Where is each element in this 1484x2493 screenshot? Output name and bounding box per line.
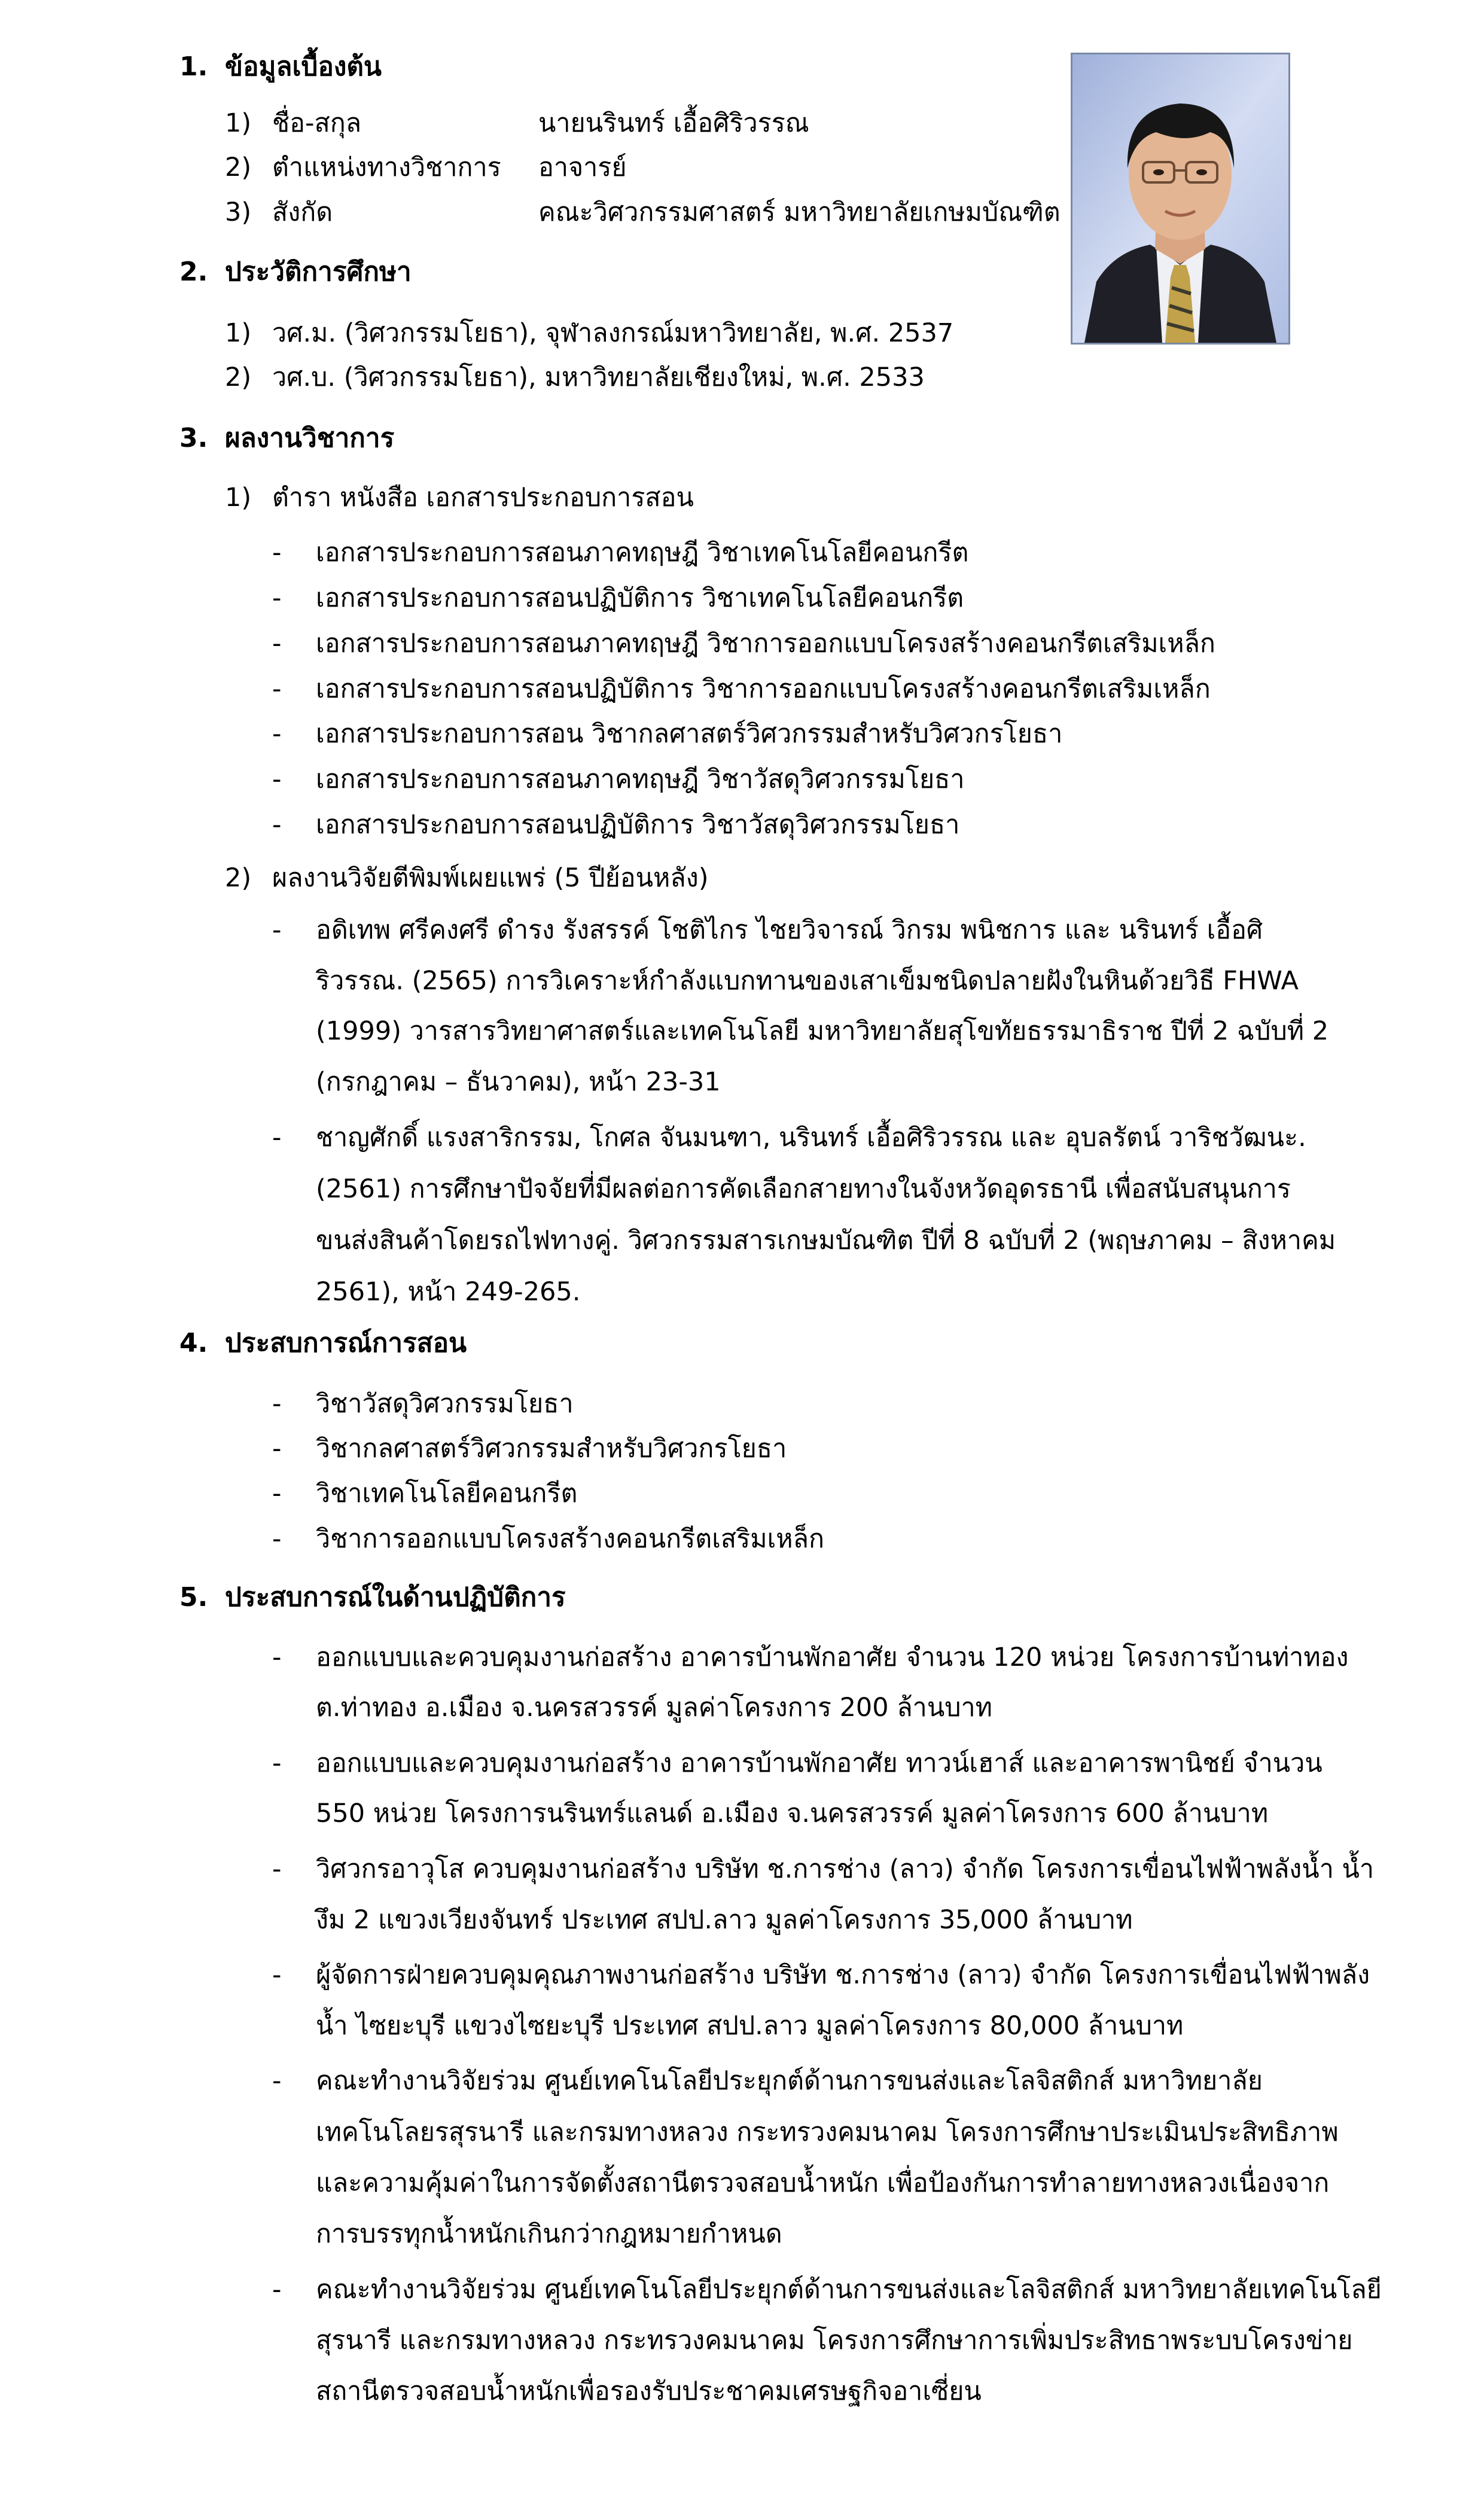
- bullet-dash: -: [272, 915, 282, 945]
- bullet-dash: -: [272, 1524, 282, 1554]
- item-number: 2): [225, 863, 252, 893]
- experience-text: วิศวกรอาวุโส ควบคุมงานก่อสร้าง บริษัท ช.การช่าง (ลาว) จำกัด โครงการเขื่อนไฟฟ้าพลังน้ำ น้ำ: [316, 1854, 1375, 1884]
- experience-text: ออกแบบและควบคุมงานก่อสร้าง อาคารบ้านพักอาศัย ทาวน์เฮาส์ และอาคารพานิชย์ จำนวน: [316, 1748, 1323, 1778]
- item-text: เอกสารประกอบการสอนปฏิบัติการ วิชาเทคโนโลยีคอนกรีต: [316, 583, 964, 613]
- publication-text: 2561), หน้า 249-265.: [316, 1277, 581, 1307]
- education-text: วศ.บ. (วิศวกรรมโยธา), มหาวิทยาลัยเชียงใหม่, พ.ศ. 2533: [272, 362, 925, 392]
- bullet-dash: -: [272, 1389, 282, 1419]
- bullet-dash: -: [272, 674, 282, 704]
- item-number: 2): [225, 153, 252, 182]
- section-title: ผลงานวิชาการ: [225, 423, 395, 453]
- course-text: วิชาการออกแบบโครงสร้างคอนกรีตเสริมเหล็ก: [316, 1524, 825, 1554]
- publication-text: ชาญศักดิ์ แรงสาริกรรม, โกศล จันมนฑา, นรินทร์ เอื้อศิริวรรณ และ อุบลรัตน์ วาริชวัฒนะ.: [316, 1123, 1306, 1153]
- publication-text: (กรกฎาคม – ธันวาคม), หน้า 23-31: [316, 1067, 721, 1097]
- course-text: วิชากลศาสตร์วิศวกรรมสำหรับวิศวกรโยธา: [316, 1434, 787, 1464]
- publication-text: ขนส่งสินค้าโดยรถไฟทางคู่. วิศวกรรมสารเกษมบัณฑิต ปีที่ 8 ฉบับที่ 2 (พฤษภาคม – สิงหาคม: [316, 1226, 1336, 1255]
- bullet-dash: -: [272, 1434, 282, 1464]
- bullet-dash: -: [272, 1748, 282, 1778]
- bullet-dash: -: [272, 1960, 282, 1990]
- portrait-image: [1072, 54, 1288, 343]
- section-number: 1.: [179, 51, 208, 82]
- section-number: 3.: [179, 423, 208, 453]
- experience-text: น้ำ ไซยะบุรี แขวงไซยะบุรี ประเทศ สปป.ลาว มูลค่าโครงการ 80,000 ล้านบาท: [316, 2011, 1184, 2041]
- item-number: 2): [225, 362, 252, 392]
- bullet-dash: -: [272, 810, 282, 840]
- publication-text: อดิเทพ ศรีคงศรี ดำรง รังสรรค์ โชติไกร ไชยวิจารณ์ วิกรม พนิชการ และ นรินทร์ เอื้อศิ: [316, 915, 1263, 945]
- bullet-dash: -: [272, 629, 282, 659]
- item-text: เอกสารประกอบการสอนภาคทฤษฎี วิชาการออกแบบโครงสร้างคอนกรีตเสริมเหล็ก: [316, 629, 1215, 659]
- bullet-dash: -: [272, 538, 282, 568]
- experience-text: คณะทำงานวิจัยร่วม ศูนย์เทคโนโลยีประยุกต์ด้านการขนส่งและโลจิสติกส์ มหาวิทยาลัยเทคโนโลยี: [316, 2275, 1382, 2305]
- section-title: ประสบการณ์ในด้านปฏิบัติการ: [225, 1582, 566, 1613]
- bullet-dash: -: [272, 1123, 282, 1153]
- experience-text: ต.ท่าทอง อ.เมือง จ.นครสวรรค์ มูลค่าโครงการ 200 ล้านบาท: [316, 1693, 992, 1723]
- section-number: 2.: [179, 257, 208, 287]
- experience-text: สุรนารี และกรมทางหลวง กระทรวงคมนาคม โครงการศึกษาการเพิ่มประสิทธาพระบบโครงข่าย: [316, 2326, 1353, 2355]
- experience-text: ออกแบบและควบคุมงานก่อสร้าง อาคารบ้านพักอาศัย จำนวน 120 หน่วย โครงการบ้านท่าทอง: [316, 1642, 1349, 1672]
- section-number: 4.: [179, 1328, 208, 1358]
- experience-text: 550 หน่วย โครงการนรินทร์แลนด์ อ.เมือง จ.นครสวรรค์ มูลค่าโครงการ 600 ล้านบาท: [316, 1799, 1269, 1828]
- experience-text: เทคโนโลยรสุรนารี และกรมทางหลวง กระทรวงคมนาคม โครงการศึกษาประเมินประสิทธิภาพ: [316, 2117, 1339, 2147]
- bullet-dash: -: [272, 719, 282, 749]
- item-text: เอกสารประกอบการสอนปฏิบัติการ วิชาการออกแบบโครงสร้างคอนกรีตเสริมเหล็ก: [316, 674, 1211, 704]
- bullet-dash: -: [272, 2066, 282, 2096]
- bullet-dash: -: [272, 1642, 282, 1672]
- item-text: เอกสารประกอบการสอนภาคทฤษฎี วิชาเทคโนโลยีคอนกรีต: [316, 538, 969, 568]
- info-label: ชื่อ-สกุล: [272, 108, 362, 138]
- course-text: วิชาเทคโนโลยีคอนกรีต: [316, 1479, 578, 1508]
- profile-photo: [1071, 53, 1290, 345]
- experience-text: ผู้จัดการฝ่ายควบคุมคุณภาพงานก่อสร้าง บริษัท ช.การช่าง (ลาว) จำกัด โครงการเขื่อนไฟฟ้าพลัง: [316, 1960, 1370, 1990]
- info-value: คณะวิศวกรรมศาสตร์ มหาวิทยาลัยเกษมบัณฑิต: [538, 197, 1061, 227]
- item-text: เอกสารประกอบการสอนปฏิบัติการ วิชาวัสดุวิศวกรรมโยธา: [316, 810, 960, 840]
- item-text: เอกสารประกอบการสอนภาคทฤษฎี วิชาวัสดุวิศวกรรมโยธา: [316, 764, 965, 794]
- item-number: 3): [225, 197, 252, 227]
- section-title: ข้อมูลเบื้องต้น: [225, 51, 382, 82]
- experience-text: งึม 2 แขวงเวียงจันทร์ ประเทศ สปป.ลาว มูลค่าโครงการ 35,000 ล้านบาท: [316, 1905, 1133, 1935]
- bullet-dash: -: [272, 764, 282, 794]
- section-number: 5.: [179, 1582, 208, 1613]
- education-text: วศ.ม. (วิศวกรรมโยธา), จุฬาลงกรณ์มหาวิทยาลัย, พ.ศ. 2537: [272, 318, 954, 348]
- section-title: ประวัติการศึกษา: [225, 257, 412, 287]
- info-label: สังกัด: [272, 197, 333, 227]
- info-label: ตำแหน่งทางวิชาการ: [272, 153, 501, 182]
- experience-text: สถานีตรวจสอบน้ำหนักเพื่อรองรับประชาคมเศรษฐกิจอาเซี่ยน: [316, 2376, 982, 2406]
- bullet-dash: -: [272, 1854, 282, 1884]
- experience-text: คณะทำงานวิจัยร่วม ศูนย์เทคโนโลยีประยุกต์ด้านการขนส่งและโลจิสติกส์ มหาวิทยาลัย: [316, 2066, 1263, 2096]
- bullet-dash: -: [272, 1479, 282, 1508]
- course-text: วิชาวัสดุวิศวกรรมโยธา: [316, 1389, 574, 1419]
- item-number: 1): [225, 318, 252, 348]
- item-text: เอกสารประกอบการสอน วิชากลศาสตร์วิศวกรรมสำหรับวิศวกรโยธา: [316, 719, 1063, 749]
- publication-text: (2561) การศึกษาปัจจัยที่มีผลต่อการคัดเลือกสายทางในจังหวัดอุดรธานี เพื่อสนับสนุนการ: [316, 1174, 1291, 1204]
- experience-text: การบรรทุกน้ำหนักเกินกว่ากฎหมายกำหนด: [316, 2219, 782, 2249]
- item-number: 1): [225, 483, 252, 513]
- publication-text: (1999) วารสารวิทยาศาสตร์และเทคโนโลยี มหาวิทยาลัยสุโขทัยธรรมาธิราช ปีที่ 2 ฉบับที่ 2: [316, 1016, 1329, 1046]
- info-value: อาจารย์: [538, 153, 627, 182]
- bullet-dash: -: [272, 583, 282, 613]
- info-value: นายนรินทร์ เอื้อศิริวรรณ: [538, 108, 809, 138]
- experience-text: และความคุ้มค่าในการจัดตั้งสถานีตรวจสอบน้ำหนัก เพื่อป้องกันการทำลายทางหลวงเนื่องจาก: [316, 2168, 1330, 2198]
- item-number: 1): [225, 108, 252, 138]
- publication-text: ริวรรณ. (2565) การวิเคราะห์กำลังแบกทานของเสาเข็มชนิดปลายฝังในหินด้วยวิธี FHWA: [316, 966, 1299, 996]
- section-title: ประสบการณ์การสอน: [225, 1328, 467, 1358]
- subsection-title: ผลงานวิจัยตีพิมพ์เผยแพร่ (5 ปีย้อนหลัง): [272, 863, 709, 893]
- bullet-dash: -: [272, 2275, 282, 2305]
- subsection-title: ตำรา หนังสือ เอกสารประกอบการสอน: [272, 483, 694, 513]
